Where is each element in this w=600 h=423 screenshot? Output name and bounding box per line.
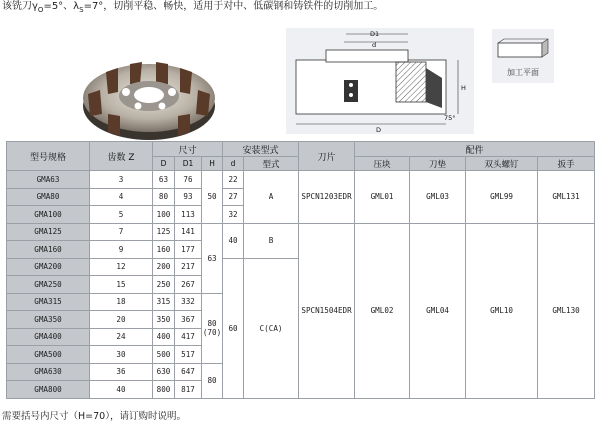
- table-cell: 40: [223, 223, 244, 258]
- footer-note: 需要括号内尺寸（H=70），请订购时说明。: [2, 411, 186, 422]
- header-clamp: 压块: [355, 157, 410, 171]
- model-cell: GMA80: [7, 188, 90, 206]
- header-screw: 双头螺钉: [466, 157, 538, 171]
- table-cell: 332: [175, 293, 202, 311]
- table-row: [7, 223, 595, 241]
- table-cell: 18: [90, 293, 153, 311]
- header-wrench: 扳手: [538, 157, 595, 171]
- header-type: 型式: [244, 157, 299, 171]
- table-cell: GML04: [410, 223, 466, 398]
- table-cell: 400: [153, 328, 175, 346]
- model-cell: GMA200: [7, 258, 90, 276]
- table-cell: 217: [175, 258, 202, 276]
- header-mount: 安装型式: [223, 142, 299, 157]
- table-cell: 250: [153, 276, 175, 294]
- table-cell: 267: [175, 276, 202, 294]
- table-cell: C(CA): [244, 258, 299, 398]
- intro-text: 该铣刀$\gamma_O=5^\circ$、$\lambda_S=7^\circ$，切削平稳、畅快，适用于对中、低碳钢和铸铁件的切削加工。: [2, 1, 384, 14]
- table-cell: 93: [175, 188, 202, 206]
- table-cell: 3: [90, 171, 153, 189]
- table-cell: 113: [175, 206, 202, 224]
- model-cell: GMA250: [7, 276, 90, 294]
- table-cell: 367: [175, 311, 202, 329]
- model-cell: GMA350: [7, 311, 90, 329]
- header-d: d: [223, 157, 244, 171]
- table-cell: 800: [153, 381, 175, 399]
- table-cell: GML01: [355, 171, 410, 224]
- table-cell: 36: [90, 363, 153, 381]
- table-cell: 63: [202, 223, 223, 293]
- label-H: H: [461, 84, 466, 92]
- table-cell: GML03: [410, 171, 466, 224]
- model-cell: GMA630: [7, 363, 90, 381]
- table-cell: 40: [90, 381, 153, 399]
- table-cell: GML10: [466, 223, 538, 398]
- model-cell: GMA400: [7, 328, 90, 346]
- model-cell: GMA500: [7, 346, 90, 364]
- table-cell: 80: [153, 188, 175, 206]
- table-cell: 177: [175, 241, 202, 259]
- header-D: D: [153, 157, 175, 171]
- table-cell: 60: [223, 258, 244, 398]
- table-cell: 200: [153, 258, 175, 276]
- model-cell: GMA160: [7, 241, 90, 259]
- table-cell: SPCN1203EDR: [299, 171, 355, 224]
- label-angle: 75°: [444, 114, 456, 122]
- header-size: 尺寸: [153, 142, 223, 157]
- table-cell: 4: [90, 188, 153, 206]
- table-cell: 160: [153, 241, 175, 259]
- table-cell: 80: [202, 363, 223, 398]
- table-cell: 5: [90, 206, 153, 224]
- table-cell: 817: [175, 381, 202, 399]
- spec-table: [6, 141, 595, 399]
- table-cell: 141: [175, 223, 202, 241]
- table-cell: 417: [175, 328, 202, 346]
- table-cell: 50: [202, 171, 223, 224]
- table-cell: 500: [153, 346, 175, 364]
- header-blade: 刀片: [299, 142, 355, 171]
- blade-label: 加工平面: [507, 68, 539, 77]
- table-row: [7, 171, 595, 189]
- table-cell: 125: [153, 223, 175, 241]
- milling-cutter-photo: [78, 44, 220, 144]
- model-cell: GMA100: [7, 206, 90, 224]
- header-parts: 配件: [355, 142, 595, 157]
- header-model: 型号规格: [7, 142, 90, 171]
- table-cell: 32: [223, 206, 244, 224]
- table-cell: 9: [90, 241, 153, 259]
- technical-drawing: [286, 28, 474, 134]
- table-cell: GML02: [355, 223, 410, 398]
- table-cell: GML131: [538, 171, 595, 224]
- table-cell: GML99: [466, 171, 538, 224]
- table-cell: A: [244, 171, 299, 224]
- table-cell: 22: [223, 171, 244, 189]
- table-cell: B: [244, 223, 299, 258]
- table-cell: 350: [153, 311, 175, 329]
- model-cell: GMA63: [7, 171, 90, 189]
- table-cell: 100: [153, 206, 175, 224]
- table-cell: GML130: [538, 223, 595, 398]
- table-cell: 647: [175, 363, 202, 381]
- header-D1: D1: [175, 157, 202, 171]
- header-teeth: 齿数 Z: [90, 142, 153, 171]
- table-cell: 30: [90, 346, 153, 364]
- table-cell: 630: [153, 363, 175, 381]
- table-cell: 24: [90, 328, 153, 346]
- table-cell: 80 (70): [202, 293, 223, 363]
- model-cell: GMA125: [7, 223, 90, 241]
- table-cell: SPCN1504EDR: [299, 223, 355, 398]
- table-cell: 27: [223, 188, 244, 206]
- table-cell: 63: [153, 171, 175, 189]
- model-cell: GMA800: [7, 381, 90, 399]
- label-d: d: [372, 41, 377, 49]
- table-cell: 517: [175, 346, 202, 364]
- table-cell: 76: [175, 171, 202, 189]
- label-D: D: [376, 126, 382, 134]
- table-cell: 20: [90, 311, 153, 329]
- table-cell: 15: [90, 276, 153, 294]
- model-cell: GMA315: [7, 293, 90, 311]
- table-cell: 7: [90, 223, 153, 241]
- table-cell: 12: [90, 258, 153, 276]
- table-cell: 315: [153, 293, 175, 311]
- label-D1: D1: [370, 30, 380, 38]
- header-H: H: [202, 157, 223, 171]
- header-pad: 刀垫: [410, 157, 466, 171]
